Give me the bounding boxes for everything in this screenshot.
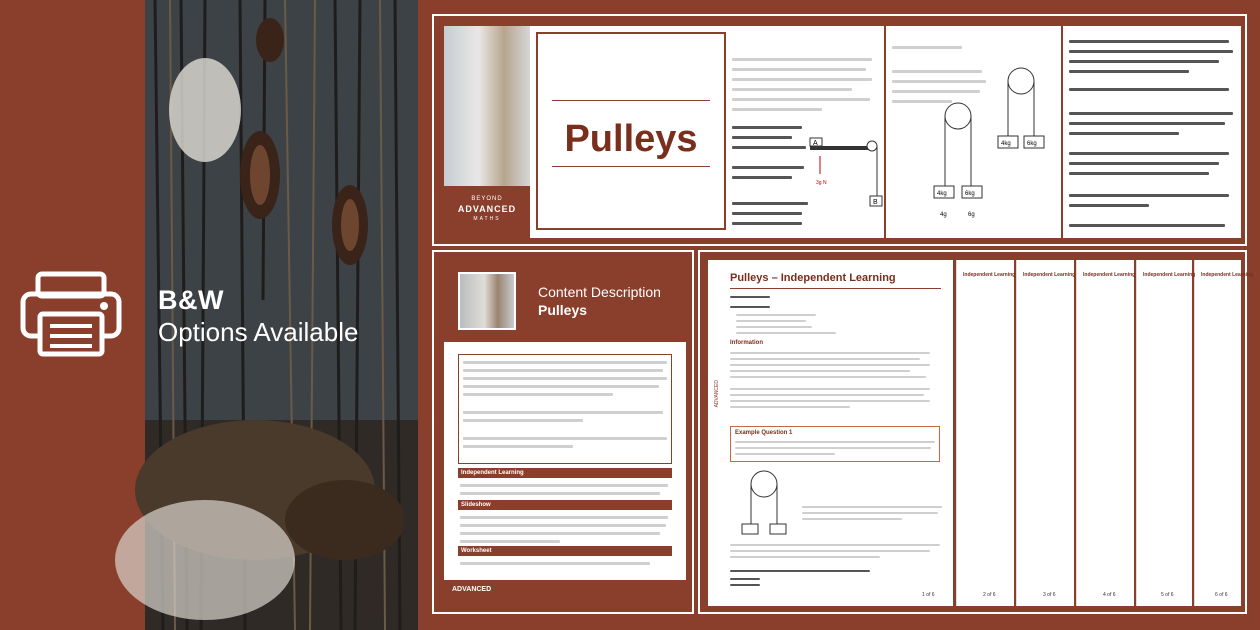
il-page-5-number: 5 of 6 xyxy=(1161,592,1174,598)
bw-label xyxy=(158,284,358,348)
content-description-topic: Pulleys xyxy=(538,302,588,318)
block-b-label: B xyxy=(873,199,878,206)
il-pulley-diagram xyxy=(734,468,794,538)
il-page-3-title: Independent Learning xyxy=(1023,272,1076,278)
section-worksheet: Worksheet xyxy=(458,546,672,556)
il-page-1 xyxy=(708,260,953,606)
logo-sub-text: MATHS xyxy=(473,216,501,222)
il-page-5-title: Independent Learning xyxy=(1143,272,1196,278)
title-rule-top xyxy=(552,100,710,101)
il-title: Pulleys – Independent Learning xyxy=(730,272,896,284)
content-description-page xyxy=(444,342,686,580)
brand-logo xyxy=(444,186,530,238)
cover-title: Pulleys xyxy=(564,118,698,160)
il-page-6 xyxy=(1194,260,1254,606)
mass-6kg-label-a: 6kg xyxy=(1027,141,1037,147)
block-a-label: A xyxy=(813,140,818,147)
slide-page-3 xyxy=(1063,26,1241,238)
il-page-6-number: 6 of 6 xyxy=(1215,592,1228,598)
slideshow-preview-panel xyxy=(432,14,1247,246)
footer-logo: ADVANCED xyxy=(452,586,492,593)
example-question-box xyxy=(730,426,940,462)
il-page-2-title: Independent Learning xyxy=(963,272,1016,278)
content-description-footer xyxy=(444,582,686,608)
mass-4kg-label-b: 4kg xyxy=(937,191,947,197)
title-rule-bottom xyxy=(552,166,710,167)
content-description-panel xyxy=(432,250,694,614)
content-description-heading: Content Description xyxy=(538,284,661,300)
weight-3g-label: 3g N xyxy=(816,180,827,186)
section-independent-learning: Independent Learning xyxy=(458,468,672,478)
pulley-diagrams xyxy=(886,66,1056,226)
pulley-diagram-table xyxy=(800,126,900,226)
il-side-logo: ADVANCED xyxy=(714,380,720,408)
mass-4kg-label-a: 4kg xyxy=(1001,141,1011,147)
cover-photo xyxy=(444,26,530,186)
independent-learning-panel xyxy=(698,250,1254,614)
weight-4g-label: 4g xyxy=(940,212,947,218)
il-page-2 xyxy=(956,260,1014,606)
section-slideshow: Slideshow xyxy=(458,500,672,510)
cover-page xyxy=(444,26,884,238)
il-page-5 xyxy=(1136,260,1196,606)
il-page-4-number: 4 of 6 xyxy=(1103,592,1116,598)
mass-6kg-label-b: 6kg xyxy=(965,191,975,197)
il-page-1-number: 1 of 6 xyxy=(922,592,935,598)
slide-page-2 xyxy=(886,26,1061,238)
cover-title-card xyxy=(536,32,726,230)
il-heading-example: Example Question 1 xyxy=(735,430,793,436)
logo-main-text: ADVANCED xyxy=(457,204,517,214)
printer-icon xyxy=(20,272,122,356)
logo-top-text: BEYOND xyxy=(471,196,503,202)
content-thumbnail xyxy=(458,272,516,330)
bw-subtitle: Options Available xyxy=(158,317,359,347)
il-page-3 xyxy=(1016,260,1074,606)
il-page-2-number: 2 of 6 xyxy=(983,592,996,598)
il-heading-information: Information xyxy=(730,340,763,346)
il-page-4 xyxy=(1076,260,1134,606)
il-page-4-title: Independent Learning xyxy=(1083,272,1136,278)
il-page-6-title: Independent Learning xyxy=(1201,272,1254,278)
bw-title: B&W xyxy=(158,285,224,315)
content-description-header xyxy=(442,258,688,338)
weight-6g-label: 6g xyxy=(968,212,975,218)
il-page-3-number: 3 of 6 xyxy=(1043,592,1056,598)
